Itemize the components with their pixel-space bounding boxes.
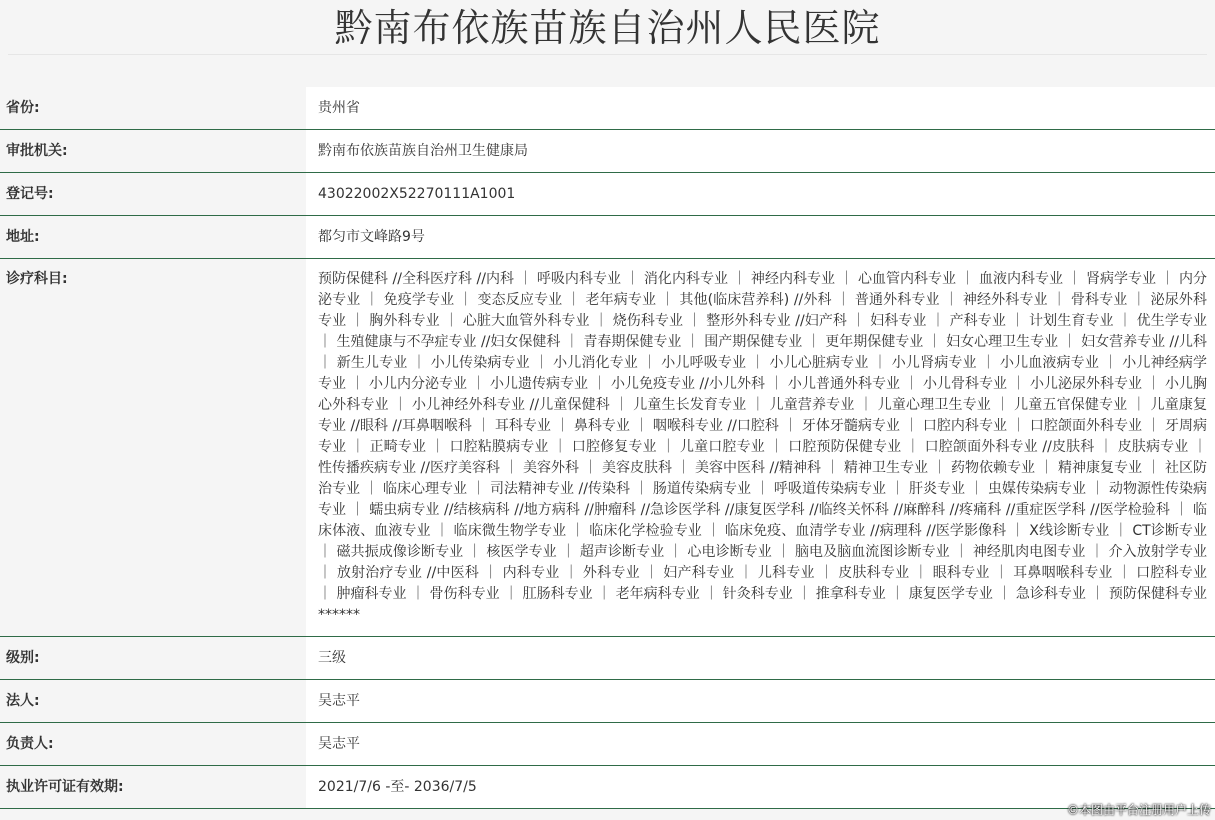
registration-label: 登记号:	[0, 173, 306, 216]
level-label: 级别:	[0, 637, 306, 680]
table-row	[0, 766, 1215, 809]
authority-label: 审批机关:	[0, 130, 306, 173]
table-row	[0, 637, 1215, 680]
legal-person-label: 法人:	[0, 680, 306, 723]
info-table	[0, 87, 1215, 809]
table-row	[0, 87, 1215, 130]
province-label: 省份:	[0, 87, 306, 130]
level-value: 三级	[306, 637, 1215, 680]
table-row	[0, 259, 1215, 637]
page-header	[0, 0, 1215, 62]
legal-person-value: 吴志平	[306, 680, 1215, 723]
table-row	[0, 723, 1215, 766]
address-label: 地址:	[0, 216, 306, 259]
table-row	[0, 173, 1215, 216]
responsible-person-value: 吴志平	[306, 723, 1215, 766]
license-validity-value: 2021/7/6 -至- 2036/7/5	[306, 766, 1215, 809]
responsible-person-label: 负责人:	[0, 723, 306, 766]
scope-value: 预防保健科 //全科医疗科 //内科 ｜ 呼吸内科专业 ｜ 消化内科专业 ｜ 神经内科专业 ｜ 心血管内科专业 ｜ 血液内科专业 ｜ 肾病学专业 ｜ 内分泌专业 ｜ 免疫学专业 ｜ 变态反应专业 ｜ 老年病专业 ｜ 其他(临床营养科) //外科 ｜ 普通外科专业 ｜ 神经外科专业 ｜ 骨科专业 ｜ 泌尿外科专业 ｜ 胸外科专业 ｜ 心脏大血管外科专业 ｜ 烧伤科专业 ｜ 整形外科专业 //妇产科 ｜ 妇科专业 ｜ 产科专业 ｜ 计划生育专业 ｜ 优生学专业 ｜ 生殖健康与不孕症专业 //妇女保健科 ｜ 青春期保健专业 ｜ 围产期保健专业 ｜ 更年期保健专业 ｜ 妇女心理卫生专业 ｜ 妇女营养专业 //儿科 ｜ 新生儿专业 ｜ 小儿传染病专业 ｜ 小儿消化专业 ｜ 小儿呼吸专业 ｜ 小儿心脏病专业 ｜ 小儿肾病专业 ｜ 小儿血液病专业 ｜ 小儿神经病学专业 ｜ 小儿内分泌专业 ｜ 小儿遗传病专业 ｜ 小儿免疫专业 //小儿外科 ｜ 小儿普通外科专业 ｜ 小儿骨科专业 ｜ 小儿泌尿外科专业 ｜ 小儿胸心外科专业 ｜ 小儿神经外科专业 //儿童保健科 ｜ 儿童生长发育专业 ｜ 儿童营养专业 ｜ 儿童心理卫生专业 ｜ 儿童五官保健专业 ｜ 儿童康复专业 //眼科 //耳鼻咽喉科 ｜ 耳科专业 ｜ 鼻科专业 ｜ 咽喉科专业 //口腔科 ｜ 牙体牙髓病专业 ｜ 口腔内科专业 ｜ 口腔颌面外科专业 ｜ 牙周病专业 ｜ 正畸专业 ｜ 口腔粘膜病专业 ｜ 口腔修复专业 ｜ 儿童口腔专业 ｜ 口腔预防保健专业 ｜ 口腔颌面外科专业 //皮肤科 ｜ 皮肤病专业 ｜ 性传播疾病专业 //医疗美容科 ｜ 美容外科 ｜ 美容皮肤科 ｜ 美容中医科 //精神科 ｜ 精神卫生专业 ｜ 药物依赖专业 ｜ 精神康复专业 ｜ 社区防治专业 ｜ 临床心理专业 ｜ 司法精神专业 //传染科 ｜ 肠道传染病专业 ｜ 呼吸道传染病专业 ｜ 肝炎专业 ｜ 虫媒传染病专业 ｜ 动物源性传染病专业 ｜ 蠕虫病专业 //结核病科 //地方病科 //肿瘤科 //急诊医学科 //康复医学科 //临终关怀科 //麻醉科 //疼痛科 //重症医学科 //医学检验科 ｜ 临床体液、血液专业 ｜ 临床微生物学专业 ｜ 临床化学检验专业 ｜ 临床免疫、血清学专业 //病理科 //医学影像科 ｜ X线诊断专业 ｜ CT诊断专业 ｜ 磁共振成像诊断专业 ｜ 核医学专业 ｜ 超声诊断专业 ｜ 心电诊断专业 ｜ 脑电及脑血流图诊断专业 ｜ 神经肌肉电图专业 ｜ 介入放射学专业 ｜ 放射治疗专业 //中医科 ｜ 内科专业 ｜ 外科专业 ｜ 妇产科专业 ｜ 儿科专业 ｜ 皮肤科专业 ｜ 眼科专业 ｜ 耳鼻咽喉科专业 ｜ 口腔科专业 ｜ 肿瘤科专业 ｜ 骨伤科专业 ｜ 肛肠科专业 ｜ 老年病科专业 ｜ 针灸科专业 ｜ 推拿科专业 ｜ 康复医学专业 ｜ 急诊科专业 ｜ 预防保健科专业******	[306, 259, 1215, 637]
authority-value: 黔南布依族苗族自治州卫生健康局	[306, 130, 1215, 173]
table-row	[0, 130, 1215, 173]
province-value: 贵州省	[306, 87, 1215, 130]
registration-value: 43022002X52270111A1001	[306, 173, 1215, 216]
scope-label: 诊疗科目:	[0, 259, 306, 637]
table-row	[0, 216, 1215, 259]
upload-watermark: ©本图由平台注册用户上传	[1066, 803, 1211, 817]
header-divider	[8, 54, 1207, 55]
address-value: 都匀市文峰路9号	[306, 216, 1215, 259]
page-title: 黔南布依族苗族自治州人民医院	[334, 6, 881, 50]
license-validity-label: 执业许可证有效期:	[0, 766, 306, 809]
table-row	[0, 680, 1215, 723]
